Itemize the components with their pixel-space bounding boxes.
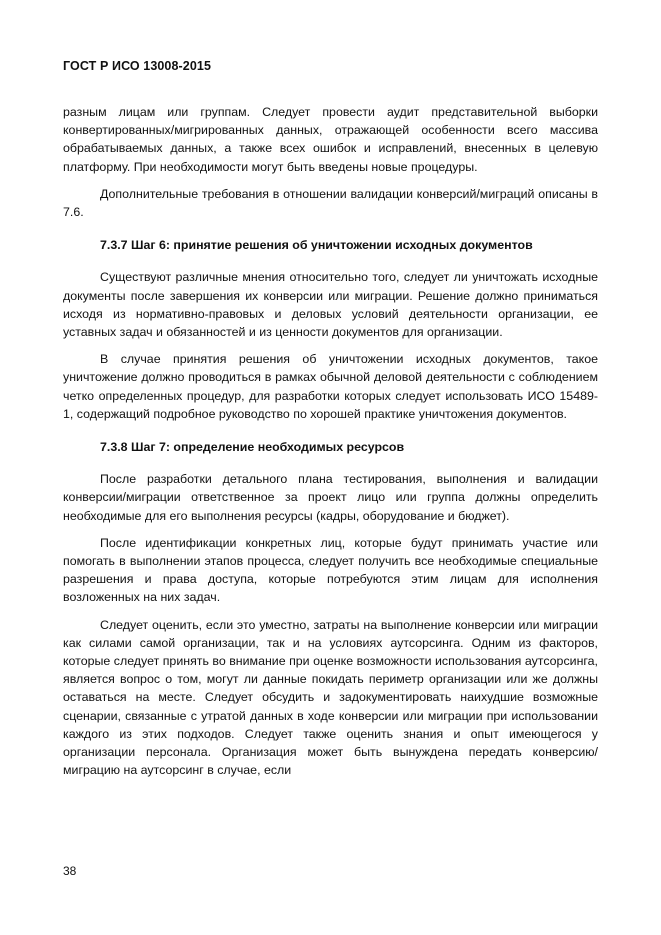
document-header: ГОСТ Р ИСО 13008-2015 (63, 59, 212, 73)
paragraph-destruction-opinions: Существуют различные мнения относительно того, следует ли уничтожать исходные документы после завершения их конверсии или миграции. Решение должно приниматься исходя из нормативно-правовых и деловых условий деятельности организации, ее уставных задач и обязанностей и из ценности документов для организации. (63, 270, 598, 340)
document-body (63, 103, 598, 789)
paragraph-permissions: После идентификации конкретных лиц, которые будут принимать участие или помогать в выполнении этапов процесса, следует получить все необходимые специальные разрешения и права доступа, которые потребуются этим лицам для исполнения возложенных на них задач. (63, 535, 598, 605)
paragraph-resources: После разработки детального плана тестирования, выполнения и валидации конверсии/миграции ответственное за проект лицо или группа должны определить необходимые для его выполнения ресурсы (кадры, оборудование и бюджет). (63, 472, 598, 523)
paragraph-continued: разным лицам или группам. Следует провести аудит представительной выборки конвертированных/мигрированных данных, отражающей особенности всего массива обрабатываемых данных, а также всех ошибок и исправлений, внесенных в целевую платформу. При необходимости могут быть введены новые процедуры. (63, 105, 598, 174)
section-heading-7-3-8: 7.3.8 Шаг 7: определение необходимых ресурсов (100, 440, 405, 455)
paragraph-outsourcing: Следует оценить, если это уместно, затраты на выполнение конверсии или миграции как силами самой организации, так и на условиях аутсорсинга. Одним из факторов, которые следует принять во внимание при оценке возможности использования аутсорсинга, является вопрос о том, могут ли данные покидать периметр организации или же должны оставаться на месте. Следует обсудить и задокументировать наихудшие возможные сценарии, связанные с утратой данных в ходе конверсии или миграции при использовании каждого из этих подходов. Следует также оценить знания и опыт имеющегося у организации персонала. Организация может быть вынуждена передать конверсию/миграцию на аутсорсинг в случае, если (63, 617, 598, 778)
section-heading-7-3-7: 7.3.7 Шаг 6: принятие решения об уничтожении исходных документов (100, 238, 533, 253)
page-number: 38 (63, 864, 77, 878)
paragraph-validation-ref: Дополнительные требования в отношении валидации конверсий/миграций описаны в 7.6. (63, 186, 598, 220)
paragraph-destruction-procedure: В случае принятия решения об уничтожении исходных документов, такое уничтожение должно проводиться в рамках обычной деловой деятельности с соблюдением четко определенных процедур, для разработки которых следует использовать ИСО 15489-1, содержащий подробное руководство по хорошей практике уничтожения документов. (63, 352, 598, 421)
